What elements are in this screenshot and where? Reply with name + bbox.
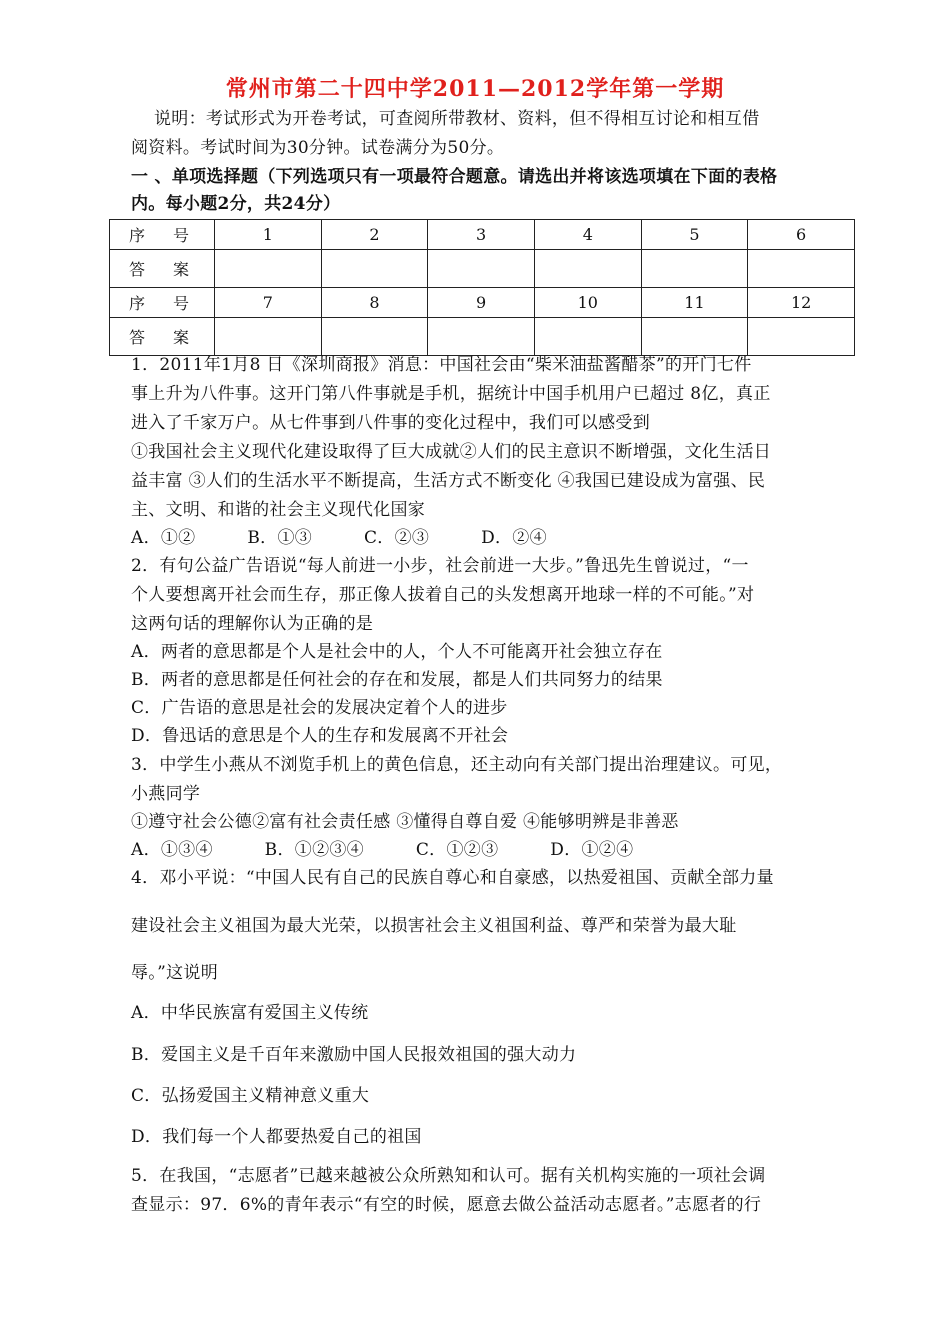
question-text: ①我国社会主义现代化建设取得了巨大成就②人们的民主意识不断增强，文化生活日 [131,442,772,462]
question-text: 4．邓小平说：“中国人民有自己的民族自尊心和自豪感，以热爱祖国、贡献全部力量 [131,868,774,888]
table-row [110,288,855,318]
question-text: 1．2011年1月8 日《深圳商报》消息：中国社会由“柴米油盐酱醋茶”的开门七件 [131,355,752,375]
question-text: 5．在我国，“志愿者”已越来越被公众所熟知和认可。据有关机构实施的一项社会调 [131,1166,766,1186]
answer-label: 答 案 [110,250,215,288]
notice-line: 说明：考试形式为开卷考试，可查阅所带教材、资料，但不得相互讨论和相互借 [154,109,760,129]
question-number: 4 [534,220,641,250]
table-row [110,220,855,250]
seq-label: 序 号 [110,220,215,250]
question-number: 5 [641,220,748,250]
answer-cell[interactable] [215,318,322,356]
question-text: 2．有句公益广告语说“每人前进一小步，社会前进一大步。”鲁迅先生曾说过，“一 [131,556,749,576]
question-text: 辱。”这说明 [131,963,218,983]
answer-cell[interactable] [748,250,855,288]
answer-table [109,219,855,356]
question-number: 3 [428,220,535,250]
question-text: 建设社会主义祖国为最大光荣，以损害社会主义祖国利益、尊严和荣誉为最大耻 [131,916,737,936]
section-heading: 一 、单项选择题（下列选项只有一项最符合题意。请选出并将该选项填在下面的表格 [131,167,778,187]
question-number: 11 [641,288,748,318]
table-row [110,318,855,356]
answer-cell[interactable] [321,250,428,288]
exam-title: 常州市第二十四中学2011—2012学年第一学期 [225,76,725,102]
answer-cell[interactable] [428,318,535,356]
question-number: 8 [321,288,428,318]
question-text: 查显示：97．6%的青年表示“有空的时候，愿意去做公益活动志愿者。”志愿者的行 [131,1195,762,1215]
question-text: 小燕同学 [131,784,201,804]
option-line: B．两者的意思都是任何社会的存在和发展，都是人们共同努力的结果 [131,670,663,690]
answer-cell[interactable] [321,318,428,356]
table-row [110,250,855,288]
question-number: 12 [748,288,855,318]
answer-cell[interactable] [748,318,855,356]
option-line: B．爱国主义是千百年来激励中国人民报效祖国的强大动力 [131,1045,577,1065]
question-number: 9 [428,288,535,318]
answer-cell[interactable] [641,318,748,356]
question-number: 6 [748,220,855,250]
section-heading: 内。每小题2分，共24分） [131,194,341,214]
answer-cell[interactable] [428,250,535,288]
question-number: 10 [534,288,641,318]
option-line: C．广告语的意思是社会的发展决定着个人的进步 [131,698,508,718]
question-text: 主、文明、和谐的社会主义现代化国家 [131,500,426,520]
question-text: 个人要想离开社会而生存，那正像人拔着自己的头发想离开地球一样的不可能。”对 [131,585,755,605]
answer-label: 答 案 [110,318,215,356]
option-row: A．①③④ B．①②③④ C．①②③ D．①②④ [131,840,634,860]
option-line: A．两者的意思都是个人是社会中的人，个人不可能离开社会独立存在 [131,642,663,662]
question-text: 这两句话的理解你认为正确的是 [131,614,374,634]
option-line: D．我们每一个人都要热爱自己的祖国 [131,1127,422,1147]
answer-cell[interactable] [534,318,641,356]
question-text: 进入了千家万户。从七件事到八件事的变化过程中，我们可以感受到 [131,413,650,433]
question-number: 1 [215,220,322,250]
answer-cell[interactable] [534,250,641,288]
question-text: 3．中学生小燕从不浏览手机上的黄色信息，还主动向有关部门提出治理建议。可见， [131,755,783,775]
option-line: C．弘扬爱国主义精神意义重大 [131,1086,370,1106]
option-line: A．中华民族富有爱国主义传统 [131,1003,369,1023]
seq-label: 序 号 [110,288,215,318]
option-row: A．①② B．①③ C．②③ D．②④ [131,528,547,548]
answer-cell[interactable] [215,250,322,288]
question-text: 事上升为八件事。这开门第八件事就是手机，据统计中国手机用户已超过 8亿，真正 [131,384,771,404]
question-text: 益丰富 ③人们的生活水平不断提高，生活方式不断变化 ④我国已建设成为富强、民 [131,471,766,491]
question-number: 7 [215,288,322,318]
question-text: ①遵守社会公德②富有社会责任感 ③懂得自尊自爱 ④能够明辨是非善恶 [131,812,679,832]
question-number: 2 [321,220,428,250]
answer-cell[interactable] [641,250,748,288]
option-line: D．鲁迅话的意思是个人的生存和发展离不开社会 [131,726,509,746]
notice-line: 阅资料。考试时间为30分钟。试卷满分为50分。 [131,138,505,158]
